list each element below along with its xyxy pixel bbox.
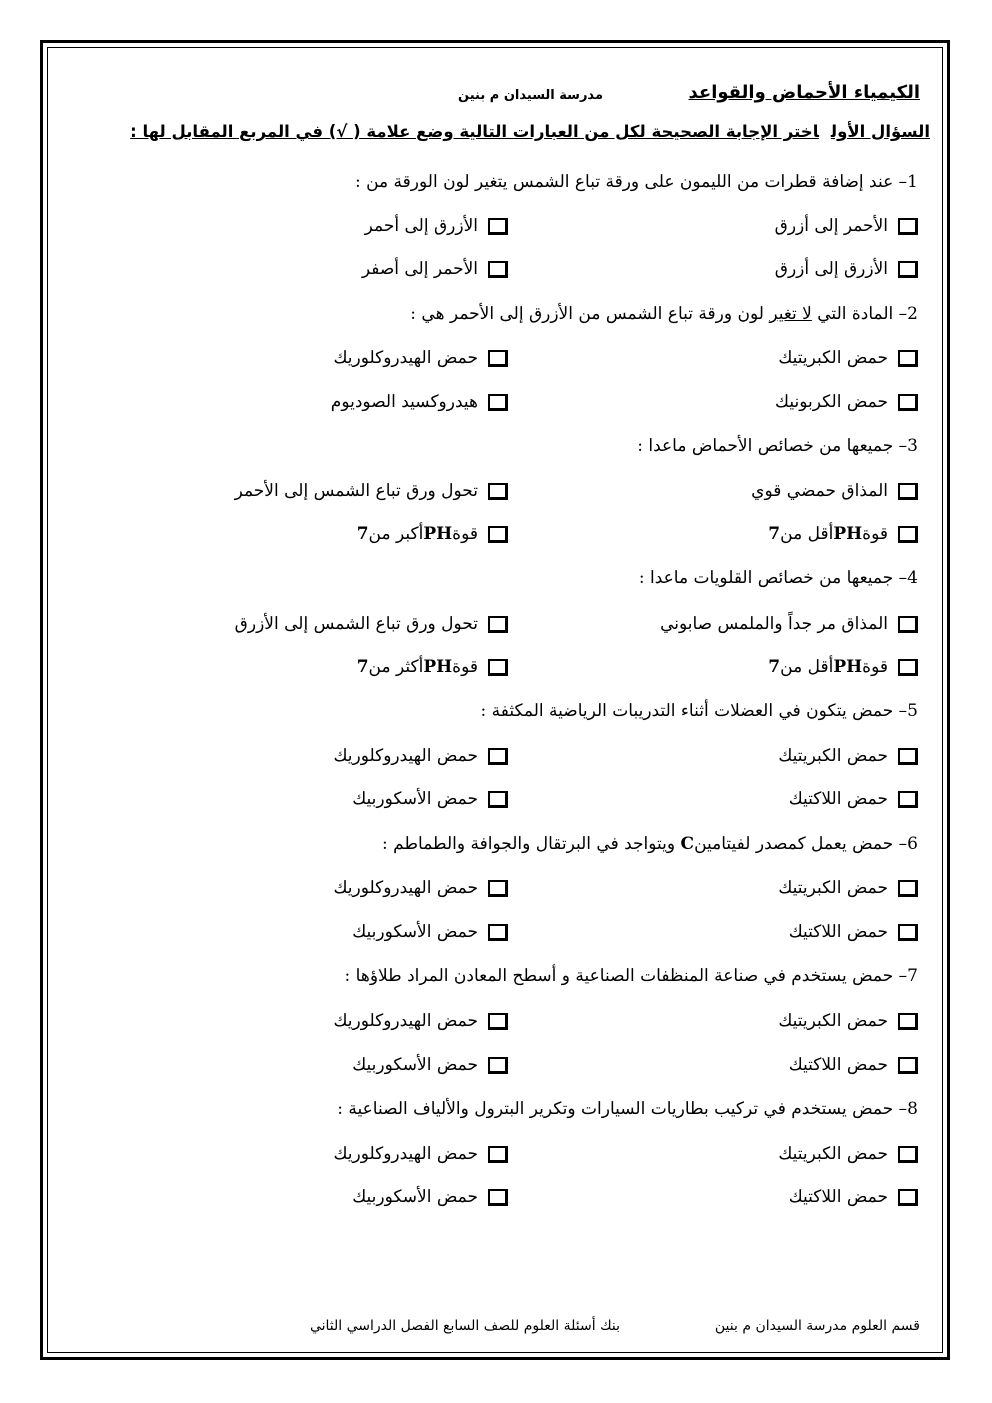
q7-option-b[interactable]: حمض الهيدروكلوريك [333,1011,508,1031]
checkbox[interactable] [898,1146,918,1163]
q5-option-d[interactable]: حمض الأسكوربيك [352,789,508,809]
school-name: مدرسة السيدان م بنين [458,88,603,103]
q1-option-b[interactable]: الأزرق إلى أحمر [365,216,508,236]
question-number: 8 [907,1099,918,1119]
q4-option-b[interactable]: تحول ورق تباع الشمس إلى الأزرق [235,614,508,634]
checkbox[interactable] [488,1189,508,1206]
q4-option-d[interactable]: قوة PH أكثر من 7 [357,657,508,677]
checkbox[interactable] [488,1057,508,1074]
worksheet-title: الكيمياء الأحماض والقواعد [688,82,920,103]
q6-option-a[interactable]: حمض الكبريتيك [778,878,918,898]
q5-option-a[interactable]: حمض الكبريتيك [778,746,918,766]
q3-option-a[interactable]: المذاق حمضي قوي [751,481,918,501]
q8-option-d[interactable]: حمض الأسكوربيك [352,1187,508,1207]
checkbox[interactable] [898,1057,918,1074]
checkbox[interactable] [488,350,508,367]
question-number: 2 [907,304,918,324]
checkbox[interactable] [898,483,918,500]
question-2-stem: 2– المادة التي لا تغير لون ورقة تباع الشمس من الأزرق إلى الأحمر هي : [410,304,918,324]
checkbox[interactable] [898,880,918,897]
checkbox[interactable] [898,924,918,941]
q7-option-a[interactable]: حمض الكبريتيك [778,1011,918,1031]
q1-option-c[interactable]: الأزرق إلى أزرق [775,259,918,279]
checkbox[interactable] [898,394,918,411]
question-number: 1 [907,172,918,192]
checkbox[interactable] [488,218,508,235]
q4-option-c[interactable]: قوة PH أقل من 7 [768,657,918,677]
question-number: 6 [907,834,918,854]
checkbox[interactable] [488,748,508,765]
question-text: عند إضافة قطرات من الليمون على ورقة تباع الشمس يتغير لون الورقة من : [354,172,894,192]
checkbox[interactable] [898,526,918,543]
checkbox[interactable] [898,616,918,633]
footer-question-bank: بنك أسئلة العلوم للصف السابع الفصل الدراسي الثاني [309,1318,620,1334]
checkbox[interactable] [488,791,508,808]
checkbox[interactable] [488,659,508,676]
question-instruction: اختر الإجابة الصحيحة لكل من العبارات التالية وضع علامة ( √) في المربع المقابل لها : [130,122,819,141]
question-3-stem: 3– جميعها من خصائص الأحماض ماعدا : [637,436,918,456]
question-5-stem: 5– حمض يتكون في العضلات أثناء التدريبات الرياضية المكثفة : [480,701,918,721]
q2-option-c[interactable]: حمض الكربونيك [775,392,918,412]
q4-option-a[interactable]: المذاق مر جداً والملمس صابوني [660,614,918,634]
checkbox[interactable] [488,1146,508,1163]
question-number: 5 [907,701,918,721]
checkbox[interactable] [488,394,508,411]
question-number: 4 [907,568,918,588]
q1-option-a[interactable]: الأحمر إلى أزرق [775,216,918,236]
checkbox[interactable] [898,659,918,676]
checkbox[interactable] [898,791,918,808]
checkbox[interactable] [488,924,508,941]
q5-option-c[interactable]: حمض اللاكتيك [789,789,918,809]
checkbox[interactable] [898,1189,918,1206]
q3-option-b[interactable]: تحول ورق تباع الشمس إلى الأحمر [235,481,508,501]
q7-option-d[interactable]: حمض الأسكوربيك [352,1055,508,1075]
checkbox[interactable] [488,880,508,897]
q7-option-c[interactable]: حمض اللاكتيك [789,1055,918,1075]
q2-option-a[interactable]: حمض الكبريتيك [778,348,918,368]
question-number: 3 [907,436,918,456]
checkbox[interactable] [488,483,508,500]
q6-option-b[interactable]: حمض الهيدروكلوريك [333,878,508,898]
q6-option-d[interactable]: حمض الأسكوربيك [352,922,508,942]
q3-option-d[interactable]: قوة PH أكبر من 7 [357,524,508,544]
checkbox[interactable] [898,218,918,235]
checkbox[interactable] [488,616,508,633]
q2-option-b[interactable]: حمض الهيدروكلوريك [333,348,508,368]
question-number: 7 [907,966,918,986]
checkbox[interactable] [898,748,918,765]
footer-department: قسم العلوم مدرسة السيدان م بنين [714,1318,920,1334]
q5-option-b[interactable]: حمض الهيدروكلوريك [333,746,508,766]
question-6-stem: 6– حمض يعمل كمصدر لفيتامينC ويتواجد في البرتقال والجوافة والطماطم : [382,834,918,854]
q2-option-d[interactable]: هيدروكسيد الصوديوم [331,392,508,412]
checkbox[interactable] [488,1013,508,1030]
checkbox[interactable] [898,1013,918,1030]
checkbox[interactable] [898,350,918,367]
question-8-stem: 8– حمض يستخدم في تركيب بطاريات السيارات وتكرير البترول والألياف الصناعية : [337,1099,918,1119]
q8-option-c[interactable]: حمض اللاكتيك [789,1187,918,1207]
question-4-stem: 4– جميعها من خصائص القلويات ماعدا : [638,568,918,588]
question-heading [130,122,930,141]
question-7-stem: 7– حمض يستخدم في صناعة المنظفات الصناعية و أسطح المعادن المراد طلاؤها : [344,966,918,986]
question-1-stem: 1– عند إضافة قطرات من الليمون على ورقة تباع الشمس يتغير لون الورقة من : [354,172,918,192]
negation-underlined: لا تغير [769,304,812,324]
checkbox[interactable] [898,261,918,278]
question-label: السؤال الأول [830,122,930,141]
vitamin-letter: C [680,834,695,854]
q1-option-d[interactable]: الأحمر إلى أصفر [362,259,508,279]
checkbox[interactable] [488,261,508,278]
q3-option-c[interactable]: قوة PH أقل من 7 [768,524,918,544]
q6-option-c[interactable]: حمض اللاكتيك [789,922,918,942]
q8-option-a[interactable]: حمض الكبريتيك [778,1144,918,1164]
worksheet-page [60,60,930,1350]
checkbox[interactable] [488,526,508,543]
q8-option-b[interactable]: حمض الهيدروكلوريك [333,1144,508,1164]
